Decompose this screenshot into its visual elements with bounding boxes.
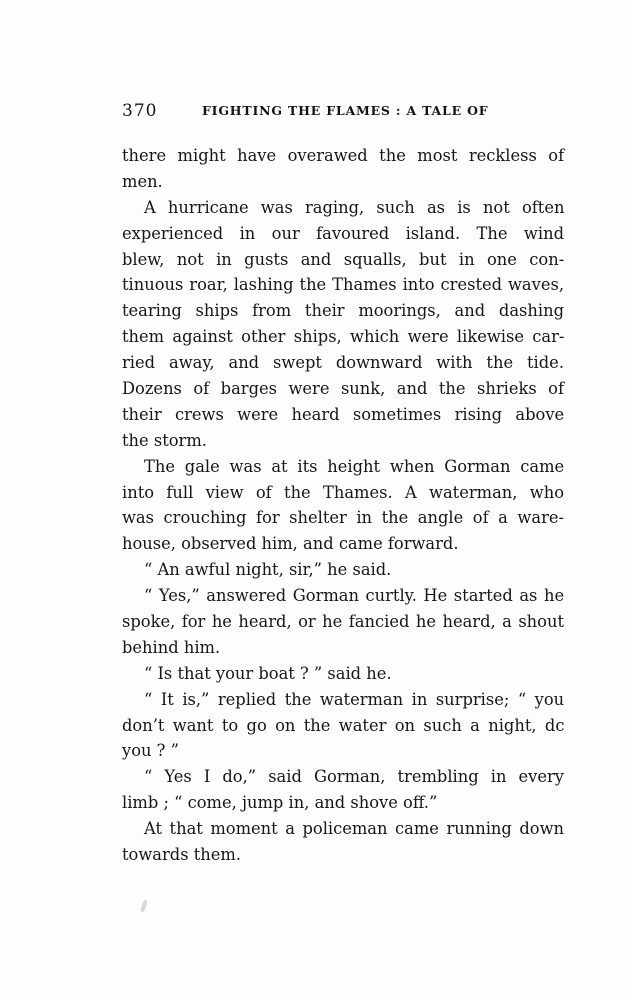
text-line: don’t want to go on the water on such a night, dc [122, 715, 565, 735]
text-line: them against other ships, which were likewise car- [122, 327, 565, 347]
page-number: 370 [122, 101, 158, 121]
text-line: the storm. [122, 430, 207, 450]
text-line: “ Is that your boat ? ” said he. [144, 663, 392, 683]
text-line: was crouching for shelter in the angle of a ware- [122, 508, 564, 528]
text-line: there might have overawed the most reckless of [122, 146, 565, 165]
ink-smudge [140, 900, 148, 913]
text-line: tinuous roar, lashing the Thames into crested waves, [122, 275, 564, 295]
text-line: towards them. [122, 845, 242, 865]
text-line: “ An awful night, sir,” he said. [144, 560, 392, 580]
text-line: house, observed him, and came forward. [122, 534, 459, 554]
text-line: you ? ” [122, 741, 179, 761]
running-head [122, 101, 564, 123]
text-line: behind him. [122, 637, 221, 657]
text-line: “ Yes,” answered Gorman curtly. He started as he [144, 586, 565, 606]
running-title: FIGHTING THE FLAMES : A TALE OF [202, 103, 489, 118]
text-line: The gale was at its height when Gorman came [144, 456, 565, 476]
text-line: At that moment a policeman came running down [144, 819, 564, 839]
text-line: into full view of the Thames. A waterman, who [122, 482, 564, 502]
text-line: “ It is,” replied the waterman in surprise; “ you [144, 689, 565, 709]
text-line: spoke, for he heard, or he fancied he heard, a shout [122, 612, 564, 632]
text-line: men. [122, 171, 163, 191]
text-line: limb ; “ come, jump in, and shove off.” [122, 793, 438, 813]
text-line: “ Yes I do,” said Gorman, trembling in every [144, 767, 564, 787]
body-text [122, 143, 564, 868]
text-line: Dozens of barges were sunk, and the shrieks of [122, 379, 564, 399]
text-line: tearing ships from their moorings, and dashing [122, 301, 564, 321]
text-line: their crews were heard sometimes rising above [122, 404, 565, 424]
text-line: blew, not in gusts and squalls, but in one con- [122, 249, 565, 269]
text-line: ried away, and swept downward with the tide. [122, 353, 564, 373]
text-line: experienced in our favoured island. The wind [122, 223, 564, 243]
text-line: A hurricane was raging, such as is not often [144, 197, 565, 217]
